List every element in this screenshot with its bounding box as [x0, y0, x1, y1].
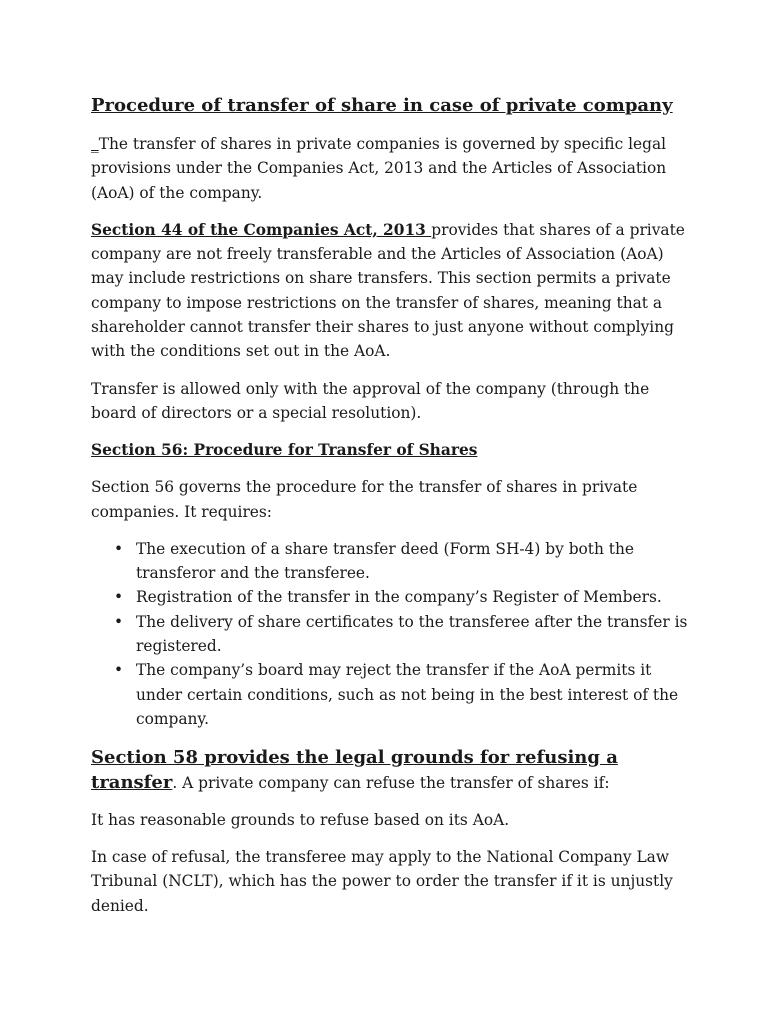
bullet-icon: •: [114, 661, 124, 680]
list-item: [114, 537, 688, 586]
section-58-paragraph: [91, 746, 688, 795]
bullet-icon: •: [114, 612, 124, 631]
list-item: [114, 585, 688, 609]
section-56-heading: Section 56: Procedure for Transfer of Shares: [91, 441, 478, 460]
bullet-icon: •: [114, 539, 124, 558]
section-58-text: . A private company can refuse the transfer of shares if:: [172, 773, 610, 792]
refusal-paragraph: In case of refusal, the transferee may apply to the National Company Law Tribunal (NCLT), which has the power to order the transfer if it is unjustly denied.: [91, 848, 673, 915]
list-item-text: The company’s board may reject the transfer if the AoA permits it under certain conditions, such as not being in the best interest of the company.: [136, 661, 679, 728]
list-item-text: The execution of a share transfer deed (Form SH-4) by both the transferor and the transferee.: [136, 539, 635, 583]
intro-text: The transfer of shares in private companies is governed by specific legal provisions under the Companies Act, 2013 and the Articles of Association (AoA) of the company.: [91, 135, 667, 202]
section-56-requirements-list: [91, 537, 688, 731]
section-44-paragraph: [91, 218, 688, 364]
section-58-heading: Section 58 provides the legal grounds for refusing a transfer: [91, 747, 618, 793]
intro-lead-mark: _: [91, 135, 99, 153]
document-title: Procedure of transfer of share in case of private company: [91, 95, 673, 116]
list-item-text: Registration of the transfer in the company’s Register of Members.: [136, 588, 662, 607]
bullet-icon: •: [114, 588, 124, 607]
list-item: [114, 658, 688, 731]
intro-paragraph: [91, 132, 688, 205]
list-item: [114, 610, 688, 659]
section-44-text: provides that shares of a private company are not freely transferable and the Articles of Association (AoA) may include restrictions on share transfers. This section permits a private company to impose restrictions on the transfer of shares, meaning that a shareholder cannot transfer their shares to just anyone without complying with the conditions set out in the AoA.: [91, 220, 685, 361]
approval-paragraph: Transfer is allowed only with the approval of the company (through the board of directors or a special resolution).: [91, 379, 650, 422]
section-56-intro: Section 56 governs the procedure for the transfer of shares in private companies. It requires:: [91, 478, 638, 521]
list-item-text: The delivery of share certificates to the transferee after the transfer is registered.: [136, 612, 688, 656]
grounds-paragraph: It has reasonable grounds to refuse based on its AoA.: [91, 810, 510, 829]
section-44-heading: Section 44 of the Companies Act, 2013: [91, 220, 432, 239]
